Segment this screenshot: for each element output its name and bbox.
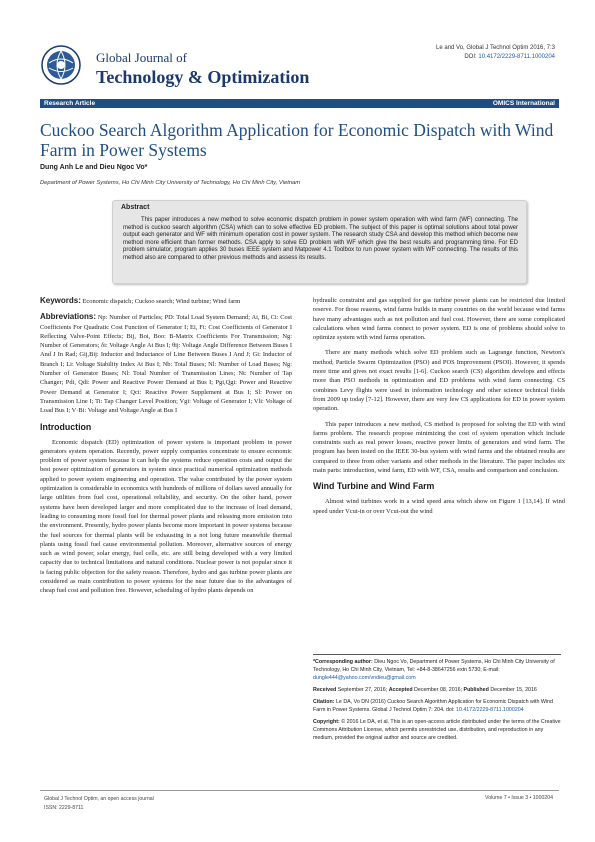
accepted-date: December 08, 2016; xyxy=(414,687,463,693)
info-divider xyxy=(313,654,561,655)
footer-issn: ISSN: 2229-8711 xyxy=(44,804,84,811)
abstract-box xyxy=(112,200,527,284)
footer-journal: Global J Technol Optim, an open access journal xyxy=(44,796,154,802)
corr-text: Dieu Ngoc Vo, Department of Power Systems, Ho Chi Minh City University of Technology, Ho Chi Minh City, Vietnam, Tel: +84-8-38647256 extn 5730; E-mail: xyxy=(313,659,555,673)
abbreviations-text: Np: Number of Particles; PD: Total Load System Demand; Ai, Bi, Ci: Cost Coefficients For Quadratic Cost Function of Generator I; Ei, Fi: Cost Coefficients of Generator I Reflecting Valve-Point Effects; Bij, Boi, Boo: B-Matrix Coefficients For Transmission; Ng: Number of Generators; δi: Voltage Angle At Bus I; θij: Voltage Angle Difference Between Buses I And J In Rad; Gij,Bij: Inductor and Inductance of Line Between Buses I And J; Gi: Inductor of Branch I; Li: Voltage Stability Index At Bus I; Nb: Total Buses; Nl: Number of Load Buses; Ng: Number of Generator Buses; Nl: Total Number of Transmission Lines; Nt: Number of Tap Changer; Pdi, Qdi: Power and Reactive Power Demand at Bus I; Pgi,Qgi: Power and Reactive Power Demand at Generator I; Qci: Reactive Power Supplement at Bus I; Sl: Power on Transmission Line I; Ti: Tap Changer Level Position; Vgi: Voltage of Generator I; Vli: Voltage of Load Bus I; V·Bi: Voltage and Voltage Angle at Bus I xyxy=(40,314,292,415)
keywords xyxy=(40,296,292,306)
body-paragraph-2: There are many methods which solve ED problem such as Lagrange function, Newton's method, Particle Swarm Optimization (PSO) and POS Improvement (PSOI). However, it spends more time and gives not exact results [1-6]. Cuckoo search (CS) algorithm develops and effects more than PSO methods in optimization and ED problems with wind farm connecting. CS combines Levy flights were used in information technology and other science technical fields from 2009 up today [7-12]. However, there are very few CS applications for ED in power system operation. xyxy=(313,349,565,413)
journal-name-line1: Global Journal of xyxy=(96,50,187,65)
body-paragraph-1: hydraulic constraint and gas supplied for gas turbine power plants can be restricted due limited reserve. For those reasons, wind farms builds in many countries on the world because wind farms have many advantages such as not pollution and fuel cost. However, there are some complicated calculations when wind farms connect to power system. ED is one of problems should solve to optimize system with wind farms operation. xyxy=(313,297,565,342)
doi-label: DOI: xyxy=(464,54,477,60)
publisher-name: OMICS International xyxy=(492,100,555,107)
citation xyxy=(313,698,563,714)
copyright-label: Copyright: xyxy=(313,719,340,725)
published-label: Published xyxy=(463,687,489,693)
citation-text: Le DA, Vo DN (2016) Cuckoo Search Algorithm Application for Economic Dispatch with Wind Farm in Power Systems. Global J Technol Optim 7: 204. doi: xyxy=(313,699,553,713)
article-info xyxy=(313,654,563,746)
authors: Dung Anh Le and Dieu Ngoc Vo* xyxy=(40,164,148,171)
journal-logo xyxy=(40,44,82,86)
wind-section-heading: Wind Turbine and Wind Farm xyxy=(313,481,435,492)
body-paragraph-4: Almost wind turbines work in a wind speed area which show on Figure 1 [13,14]. If wind speed under Vcut-in or over Vcut-out the wind xyxy=(313,498,565,515)
copyright-text: © 2016 Le DA, et al. This is an open-access article distributed under the terms of the Creative Commons Attribution License, which permits unrestricted use, distribution, and reproduction in any medium, provided the original author and source are credited. xyxy=(313,719,561,741)
accepted-label: Accepted xyxy=(388,687,413,693)
abstract-heading: Abstract xyxy=(121,204,150,211)
article-type: Research Article xyxy=(44,100,96,107)
keywords-label: Keywords: xyxy=(40,296,81,305)
header-citation xyxy=(436,44,555,62)
abbreviations-label: Abbreviations: xyxy=(40,312,97,322)
doi-link[interactable]: 10.4172/2229-8711.1000204 xyxy=(478,54,555,60)
citation-label: Citation: xyxy=(313,699,335,705)
citation-doi-link[interactable]: 10.4172/2229-8711.1000204 xyxy=(456,707,524,713)
paper-title: Cuckoo Search Algorithm Application for Economic Dispatch with Wind Farm in Power Systems xyxy=(40,120,554,160)
doi-line xyxy=(436,53,555,62)
introduction-paragraph: Economic dispatch (ED) optimization of power system is important problem in power generators system operation. Recently, power supply companies concentrate to ensure economic problem of power system because it can help the systems reduce operation costs and output the best power optimization of generators in system since practical numerical optimization methods applied to power system engineering and operation. The value contributed by the power system optimization is considerable in economics with hundreds of millions of dollars saved annually for large utilities from fuel cost, operational reliability, and security. On the other hand, power systems have been developed larger and more complicated due to the increase of load demand, leading to consuming more fossil fuel for thermal power plants and releasing more emission into the environment. Presently, hydro power plants become more important in power systems because the fuel sources for thermal plants will be exhausting in a not long future meanwhile thermal plants using fossil fuel cause environmental pollution. Moreover, alternative sources of energy such as wind power, solar energy, fuel cells, etc. are still being developed with a very limited capacity due to technical limitations and natural conditions. Nuclear power is not popular since it is facing public objection for the safety reason. Therefore, hydro and gas turbine power plants are considered as main contribution to power systems for the near future due to the advantages of cheap fuel cost and pollution free. However, scheduling of hydro plants depends on xyxy=(40,438,292,595)
copyright xyxy=(313,718,563,742)
corresponding-author xyxy=(313,658,563,682)
journal-name-line2: Technology & Optimization xyxy=(96,67,310,87)
published-date: December 15, 2016 xyxy=(490,687,537,693)
body-paragraph-3: This paper introduces a new method, CS method is proposed for solving the ED with wind farms problem. The research propose minimizing the cost of system operation which include constraints such as real power losses, reactive power limits of generators and wind farm. The program has been tested on the IEEE 30-bus system with wind farms and the obtained results are compared to three from other variants and other methods in the literature. The paper includes six main parts: introduction, wind farm, ED with WF, CSA, results and comparison and conclusion. xyxy=(313,420,565,475)
article-type-band xyxy=(40,99,559,108)
footer-volume: Volume 7 • Issue 3 • 1000204 xyxy=(485,795,553,801)
right-column xyxy=(313,296,565,522)
footer-divider xyxy=(40,790,559,791)
received-label: Received xyxy=(313,687,337,693)
received-date: September 27, 2016; xyxy=(337,687,388,693)
corr-label: *Corresponding author: xyxy=(313,659,373,665)
email-link[interactable]: dungle444@yahoo.com/vndieu@gmail.com xyxy=(313,675,416,681)
footer-left xyxy=(44,795,154,812)
left-column xyxy=(40,296,292,602)
abstract-text: This paper introduces a new method to solve economic dispatch problem in power system operation with wind farm (WF) connecting. The method is cuckoo search algorithm (CSA) which can to solve effective ED problem. The subject of this paper is optimal solutions about total power output each generator and WF with minimum operation cost in power system. The research study CSA and develop this method which become new method more efficient than former methods. CSA apply to solve ED problem with WF which give the best results and programming time. For ED problem simulator, program applies 30 buses IEEE system and Matpower 4.1 Toolbox to run power system with WF connecting. The results of this method also are compared to other previous methods and assess its results. xyxy=(123,217,518,261)
affiliation: Department of Power Systems, Ho Chi Minh City University of Technology, Ho Chi Minh City, Vietnam xyxy=(40,180,301,186)
keywords-text: Economic dispatch; Cuckoo search; Wind turbine; Wind farm xyxy=(82,298,241,305)
abbreviations xyxy=(40,312,292,415)
dates xyxy=(313,686,563,694)
citation-short: Le and Vo, Global J Technol Optim 2016, 7:3 xyxy=(436,45,555,51)
introduction-heading: Introduction xyxy=(40,421,92,432)
